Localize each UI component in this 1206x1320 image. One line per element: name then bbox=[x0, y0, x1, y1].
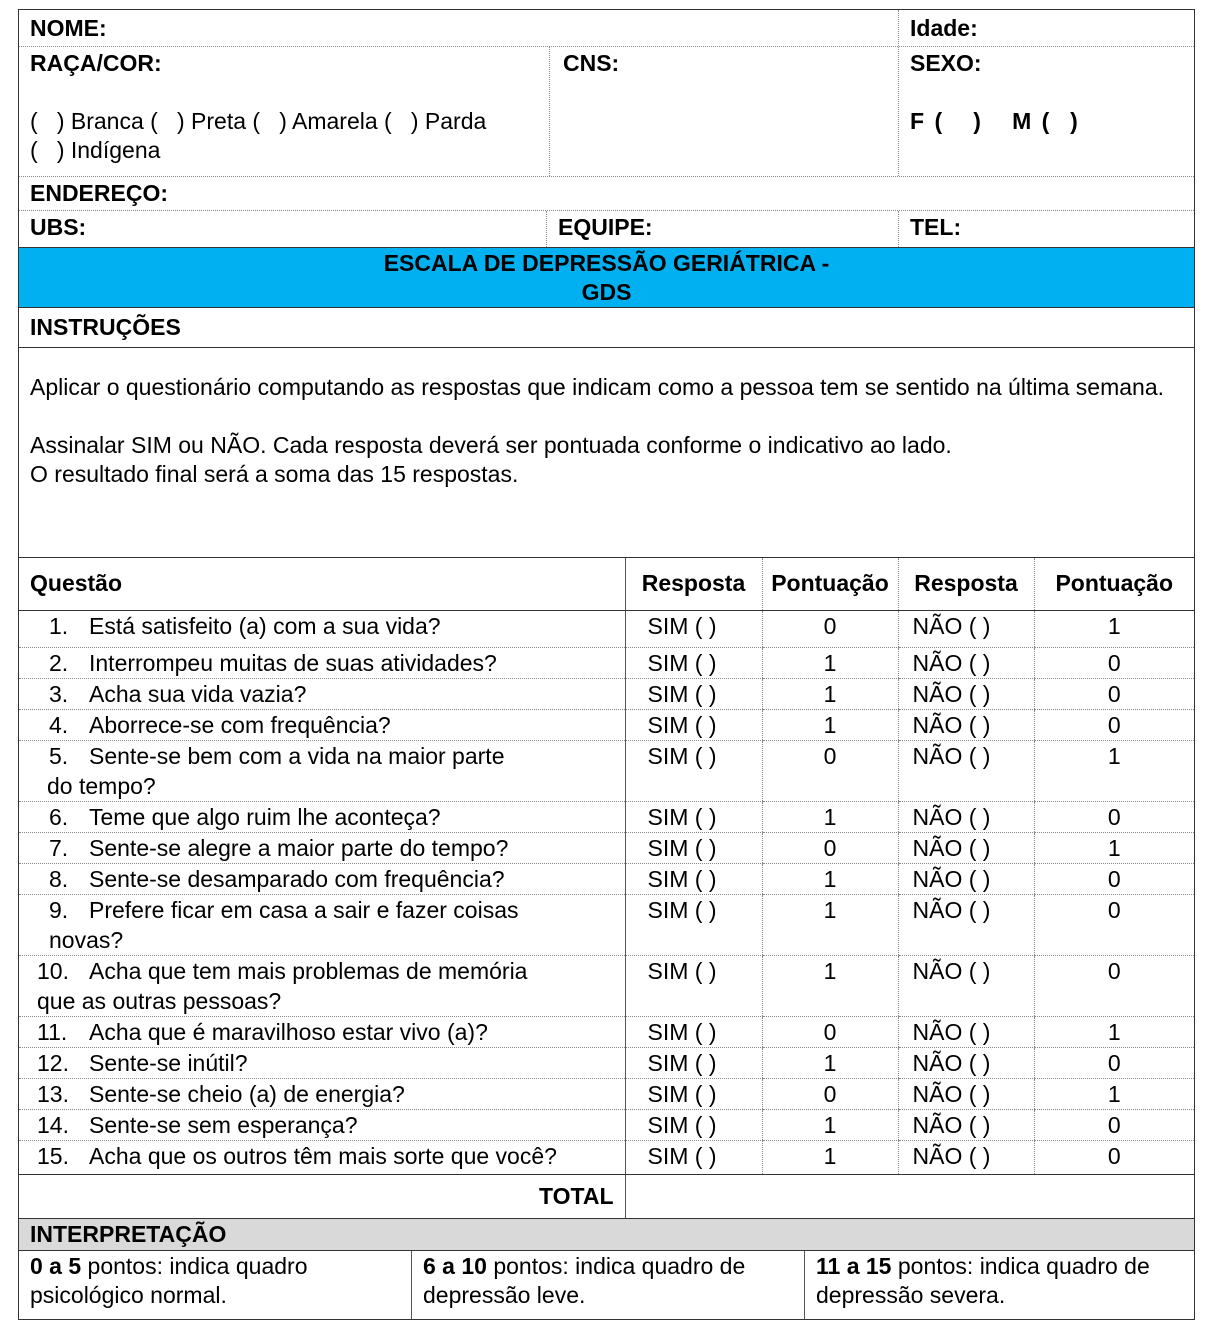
instructions-p2-line1: Assinalar SIM ou NÃO. Cada resposta deverá ser pontuada conforme o indicativo ao lado. bbox=[30, 432, 952, 458]
nao-points: 0 bbox=[1034, 678, 1194, 709]
nao-option[interactable]: NÃO ( ) bbox=[898, 801, 1034, 832]
interpretation-leve: 6 a 10 pontos: indica quadro de depressão leve. bbox=[411, 1251, 804, 1319]
nao-points: 0 bbox=[1034, 955, 1194, 1016]
nao-points: 1 bbox=[1034, 610, 1194, 647]
nao-points: 0 bbox=[1034, 1140, 1194, 1174]
nao-points: 1 bbox=[1034, 1016, 1194, 1047]
sim-points: 1 bbox=[762, 894, 898, 955]
equipe-label: EQUIPE: bbox=[558, 214, 653, 240]
table-row bbox=[19, 1016, 1194, 1047]
sim-option[interactable]: SIM ( ) bbox=[625, 1016, 762, 1047]
endereco-label: ENDEREÇO: bbox=[30, 180, 169, 206]
nome-label: NOME: bbox=[30, 15, 107, 41]
interpretation-range: 11 a 15 bbox=[816, 1252, 892, 1279]
idade-field[interactable] bbox=[898, 10, 1194, 46]
sim-points: 1 bbox=[762, 955, 898, 1016]
sexo-options[interactable]: F ( ) M ( ) bbox=[910, 108, 1078, 134]
question-cell: 4. Aborrece-se com frequência? bbox=[19, 709, 625, 740]
sim-points: 1 bbox=[762, 863, 898, 894]
interpretation-range: 0 a 5 bbox=[30, 1252, 82, 1279]
table-row bbox=[19, 801, 1194, 832]
interpretation-normal: 0 a 5 pontos: indica quadro psicológico normal. bbox=[30, 1252, 308, 1308]
sim-points: 1 bbox=[762, 1140, 898, 1174]
total-row bbox=[19, 1174, 1194, 1218]
nao-option[interactable]: NÃO ( ) bbox=[898, 1078, 1034, 1109]
table-row bbox=[19, 678, 1194, 709]
sim-option[interactable]: SIM ( ) bbox=[625, 647, 762, 678]
question-cell: 11. Acha que é maravilhoso estar vivo (a)? bbox=[19, 1016, 625, 1047]
nao-option[interactable]: NÃO ( ) bbox=[898, 1140, 1034, 1174]
table-row bbox=[19, 863, 1194, 894]
row-endereco bbox=[19, 177, 1194, 211]
sexo-label: SEXO: bbox=[910, 50, 982, 76]
nao-option[interactable]: NÃO ( ) bbox=[898, 1109, 1034, 1140]
total-label: TOTAL bbox=[19, 1174, 625, 1218]
sim-points: 0 bbox=[762, 832, 898, 863]
sim-option[interactable]: SIM ( ) bbox=[625, 832, 762, 863]
col-header-resposta-nao: Resposta bbox=[898, 558, 1034, 610]
table-row bbox=[19, 709, 1194, 740]
nao-option[interactable]: NÃO ( ) bbox=[898, 740, 1034, 801]
sim-option[interactable]: SIM ( ) bbox=[625, 955, 762, 1016]
question-cell: 5. Sente-se bem com a vida na maior parte do tempo? bbox=[19, 740, 625, 801]
nao-option[interactable]: NÃO ( ) bbox=[898, 832, 1034, 863]
sim-option[interactable]: SIM ( ) bbox=[625, 709, 762, 740]
nao-points: 0 bbox=[1034, 709, 1194, 740]
col-header-questao: Questão bbox=[19, 558, 625, 610]
table-header-row bbox=[19, 558, 1194, 610]
raca-options-line2[interactable]: ( ) Indígena bbox=[30, 137, 161, 163]
idade-label: Idade: bbox=[910, 15, 978, 41]
raca-label: RAÇA/COR: bbox=[30, 50, 162, 76]
sim-option[interactable]: SIM ( ) bbox=[625, 863, 762, 894]
question-cell: 2. Interrompeu muitas de suas atividades? bbox=[19, 647, 625, 678]
sim-points: 0 bbox=[762, 740, 898, 801]
sim-option[interactable]: SIM ( ) bbox=[625, 1078, 762, 1109]
question-cell: 14. Sente-se sem esperança? bbox=[19, 1109, 625, 1140]
col-header-pontuacao-nao: Pontuação bbox=[1034, 558, 1194, 610]
question-cell: 1. Está satisfeito (a) com a sua vida? bbox=[19, 610, 625, 647]
col-header-pontuacao-sim: Pontuação bbox=[762, 558, 898, 610]
equipe-field[interactable] bbox=[546, 211, 898, 247]
row-ubs bbox=[19, 211, 1194, 248]
title-line2: GDS bbox=[581, 279, 632, 305]
title-band bbox=[19, 248, 1194, 308]
question-cell: 7. Sente-se alegre a maior parte do tempo? bbox=[19, 832, 625, 863]
sim-option[interactable]: SIM ( ) bbox=[625, 740, 762, 801]
table-row bbox=[19, 1078, 1194, 1109]
col-header-resposta-sim: Resposta bbox=[625, 558, 762, 610]
nao-option[interactable]: NÃO ( ) bbox=[898, 863, 1034, 894]
nao-points: 0 bbox=[1034, 863, 1194, 894]
sim-points: 0 bbox=[762, 1078, 898, 1109]
sim-points: 0 bbox=[762, 1016, 898, 1047]
interpretation-grid bbox=[19, 1251, 1194, 1319]
nao-option[interactable]: NÃO ( ) bbox=[898, 894, 1034, 955]
question-cell: 10. Acha que tem mais problemas de memória que as outras pessoas? bbox=[19, 955, 625, 1016]
raca-options-line1[interactable]: ( ) Branca ( ) Preta ( ) Amarela ( ) Parda bbox=[30, 108, 487, 134]
nao-points: 1 bbox=[1034, 1078, 1194, 1109]
sim-option[interactable]: SIM ( ) bbox=[625, 1109, 762, 1140]
row-nome bbox=[19, 10, 1194, 47]
question-cell: 8. Sente-se desamparado com frequência? bbox=[19, 863, 625, 894]
table-row bbox=[19, 610, 1194, 647]
tel-label: TEL: bbox=[910, 214, 962, 240]
instructions-paragraph-1: Aplicar o questionário computando as respostas que indicam como a pessoa tem se sentido na última semana. bbox=[30, 374, 1165, 400]
tel-field[interactable] bbox=[898, 211, 1194, 247]
nao-option[interactable]: NÃO ( ) bbox=[898, 1016, 1034, 1047]
questions-body bbox=[19, 610, 1194, 1218]
nao-points: 0 bbox=[1034, 1109, 1194, 1140]
cns-label: CNS: bbox=[563, 50, 620, 76]
sim-points: 1 bbox=[762, 801, 898, 832]
raca-field bbox=[19, 47, 549, 176]
sim-option[interactable]: SIM ( ) bbox=[625, 610, 762, 647]
nao-option[interactable]: NÃO ( ) bbox=[898, 678, 1034, 709]
cns-field[interactable] bbox=[549, 47, 898, 176]
instructions-heading: INSTRUÇÕES bbox=[19, 308, 1194, 348]
sim-option[interactable]: SIM ( ) bbox=[625, 678, 762, 709]
table-row bbox=[19, 832, 1194, 863]
sim-points: 1 bbox=[762, 1047, 898, 1078]
nao-points: 0 bbox=[1034, 647, 1194, 678]
question-cell: 9. Prefere ficar em casa a sair e fazer coisas novas? bbox=[19, 894, 625, 955]
sim-option[interactable]: SIM ( ) bbox=[625, 1140, 762, 1174]
nao-points: 0 bbox=[1034, 801, 1194, 832]
ubs-field[interactable] bbox=[19, 211, 546, 247]
sim-points: 1 bbox=[762, 1109, 898, 1140]
raca-options[interactable] bbox=[30, 107, 538, 165]
nao-option[interactable]: NÃO ( ) bbox=[898, 1047, 1034, 1078]
question-cell: 15. Acha que os outros têm mais sorte que você? bbox=[19, 1140, 625, 1174]
total-value-field[interactable] bbox=[625, 1174, 1194, 1218]
table-row bbox=[19, 955, 1194, 1016]
question-cell: 12. Sente-se inútil? bbox=[19, 1047, 625, 1078]
sim-option[interactable]: SIM ( ) bbox=[625, 801, 762, 832]
table-row bbox=[19, 1140, 1194, 1174]
instructions-p2-line2: O resultado final será a soma das 15 respostas. bbox=[30, 461, 519, 487]
sim-points: 0 bbox=[762, 610, 898, 647]
question-cell: 13. Sente-se cheio (a) de energia? bbox=[19, 1078, 625, 1109]
interpretation-range: 6 a 10 bbox=[423, 1252, 487, 1279]
gds-form bbox=[18, 9, 1195, 1320]
nome-field[interactable] bbox=[19, 10, 898, 46]
title-line1: ESCALA DE DEPRESSÃO GERIÁTRICA - bbox=[383, 250, 830, 276]
nao-option[interactable]: NÃO ( ) bbox=[898, 709, 1034, 740]
question-cell: 3. Acha sua vida vazia? bbox=[19, 678, 625, 709]
table-row bbox=[19, 894, 1194, 955]
interpretation-heading: INTERPRETAÇÃO bbox=[19, 1219, 1194, 1251]
questions-table bbox=[19, 558, 1194, 1219]
table-row bbox=[19, 1047, 1194, 1078]
instructions-paragraph-2 bbox=[30, 431, 1183, 489]
nao-points: 0 bbox=[1034, 894, 1194, 955]
ubs-label: UBS: bbox=[30, 214, 87, 240]
interpretation-severa: 11 a 15 pontos: indica quadro de depressão severa. bbox=[804, 1251, 1194, 1319]
sexo-field bbox=[898, 47, 1194, 176]
nao-option[interactable]: NÃO ( ) bbox=[898, 610, 1034, 647]
sim-option[interactable]: SIM ( ) bbox=[625, 1047, 762, 1078]
sim-option[interactable]: SIM ( ) bbox=[625, 894, 762, 955]
table-row bbox=[19, 647, 1194, 678]
table-row bbox=[19, 1109, 1194, 1140]
table-row bbox=[19, 740, 1194, 801]
nao-points: 0 bbox=[1034, 1047, 1194, 1078]
nao-option[interactable]: NÃO ( ) bbox=[898, 955, 1034, 1016]
endereco-field[interactable] bbox=[19, 177, 179, 210]
instructions-body bbox=[19, 348, 1194, 558]
question-cell: 6. Teme que algo ruim lhe aconteça? bbox=[19, 801, 625, 832]
nao-points: 1 bbox=[1034, 740, 1194, 801]
nao-points: 1 bbox=[1034, 832, 1194, 863]
row-raca bbox=[19, 47, 1194, 177]
sim-points: 1 bbox=[762, 709, 898, 740]
nao-option[interactable]: NÃO ( ) bbox=[898, 647, 1034, 678]
sim-points: 1 bbox=[762, 647, 898, 678]
sim-points: 1 bbox=[762, 678, 898, 709]
